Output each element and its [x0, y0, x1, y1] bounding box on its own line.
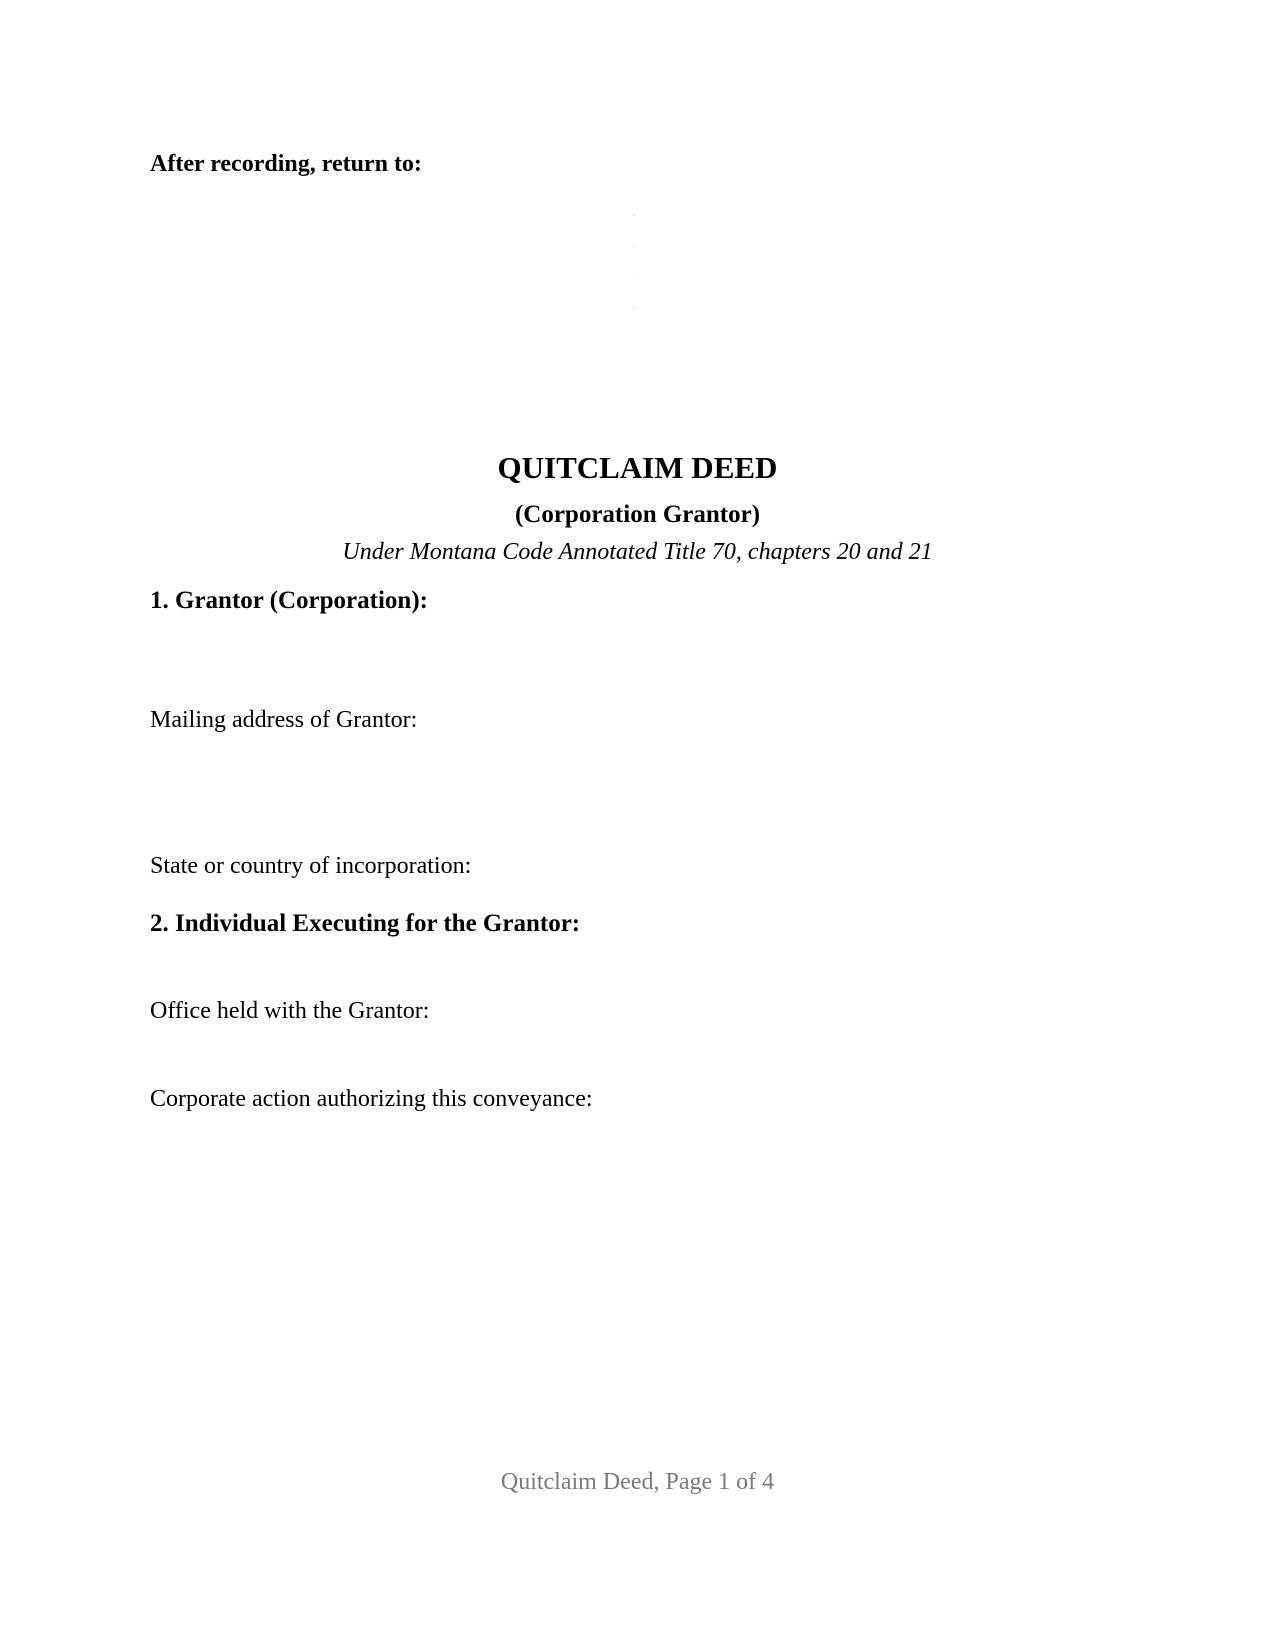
document-subtitle: (Corporation Grantor): [514, 501, 761, 528]
statute-reference: Under Montana Code Annotated Title 70, chapters 20 and 21: [342, 539, 933, 565]
blank-line-marker: [634, 215, 635, 216]
blank-line-marker: [634, 308, 635, 309]
page-footer: Quitclaim Deed, Page 1 of 4: [500, 1469, 775, 1495]
return-address-label: After recording, return to:: [150, 151, 422, 177]
office-held-label: Office held with the Grantor:: [150, 998, 430, 1024]
blank-line-marker: [634, 277, 635, 278]
blank-line-marker: [634, 246, 635, 247]
document-title: QUITCLAIM DEED: [497, 450, 778, 485]
section-1-heading: 1. Grantor (Corporation):: [150, 587, 428, 614]
incorporation-state-label: State or country of incorporation:: [150, 853, 472, 879]
section-2-heading: 2. Individual Executing for the Grantor:: [150, 910, 581, 937]
grantor-mailing-address-label: Mailing address of Grantor:: [150, 707, 418, 733]
corporate-action-label: Corporate action authorizing this conveyance:: [150, 1086, 593, 1112]
